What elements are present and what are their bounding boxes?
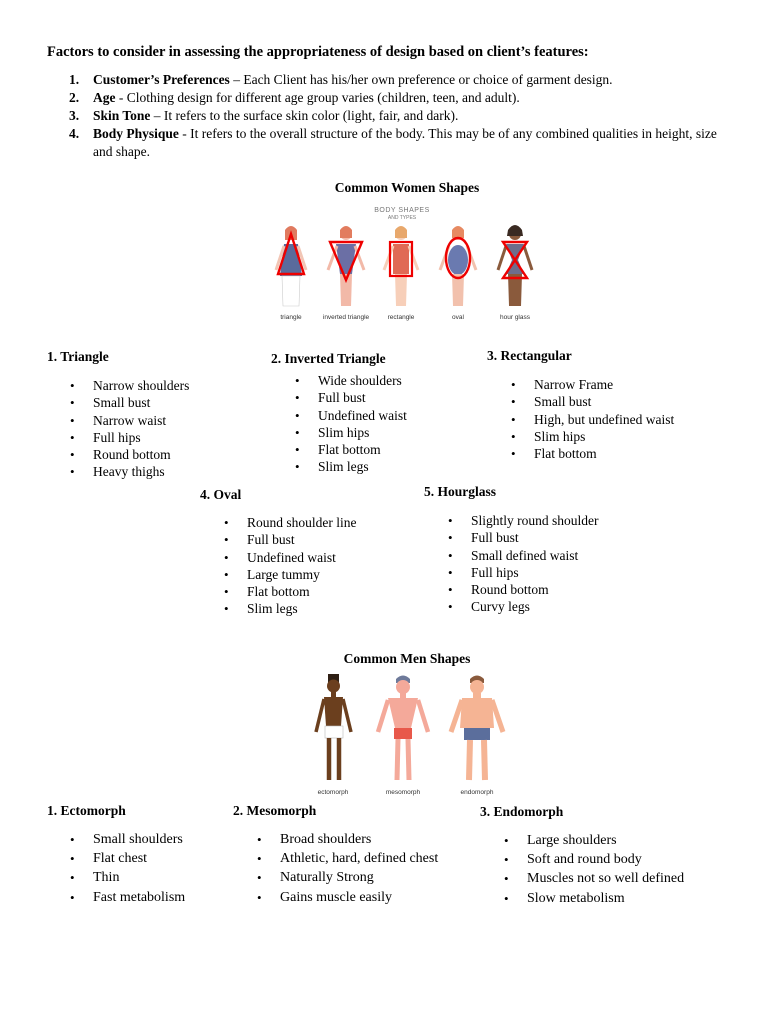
shape-title-triangle: 1. Triangle [47, 349, 109, 364]
list-item: • Heavy thighs [70, 463, 189, 480]
ectomorph-traits-list [70, 830, 185, 907]
woman-triangle-figure [276, 226, 306, 306]
list-item: • Muscles not so well defined [504, 869, 684, 888]
list-item: • Slim legs [295, 458, 407, 475]
factor-item [47, 107, 727, 125]
triangle-traits-list [70, 377, 189, 481]
list-item: • Undefined waist [224, 549, 357, 566]
list-item: • Round bottom [448, 581, 599, 598]
factor-number: 2. [69, 90, 80, 105]
figure-label: inverted triangle [322, 314, 370, 321]
woman-hourglass-figure [498, 225, 532, 306]
list-item: • Slim legs [224, 600, 357, 617]
list-item: • Wide shoulders [295, 372, 407, 389]
figure-label: ectomorph [317, 789, 349, 796]
list-item: • Slow metabolism [504, 889, 684, 908]
man-ectomorph-figure [316, 674, 351, 780]
list-item: • Flat bottom [224, 583, 357, 600]
factor-separator: – [150, 108, 164, 123]
rectangular-traits-list [511, 376, 674, 462]
list-item: • Full bust [224, 531, 357, 548]
list-item: • Slightly round shoulder [448, 512, 599, 529]
factor-separator: – [229, 72, 244, 87]
inverted-triangle-traits-list [295, 372, 407, 476]
list-item: • Full bust [448, 529, 599, 546]
factor-number: 1. [69, 72, 80, 87]
men-body-shapes-illustration [299, 670, 515, 800]
list-item: • Thin [70, 868, 185, 887]
figure-label: triangle [280, 314, 302, 321]
list-item: • Slim hips [511, 428, 674, 445]
list-item: • Small defined waist [448, 547, 599, 564]
list-item: • Flat chest [70, 849, 185, 868]
factors-list [47, 71, 727, 161]
list-item: • Gains muscle easily [257, 888, 438, 907]
factor-separator: - [115, 90, 127, 105]
shape-title-ectomorph: 1. Ectomorph [47, 803, 126, 818]
shape-title-rectangular: 3. Rectangular [487, 348, 572, 363]
shape-title-hourglass: 5. Hourglass [424, 484, 497, 499]
list-item: • Narrow shoulders [70, 377, 189, 394]
figure-label: endomorph [460, 789, 494, 796]
factor-item [47, 89, 727, 107]
list-item: • Small shoulders [70, 830, 185, 849]
factor-number: 4. [69, 126, 80, 141]
factor-term: Body Physique [93, 126, 179, 141]
list-item: • Fast metabolism [70, 888, 185, 907]
list-item: • Flat bottom [295, 441, 407, 458]
factor-description: Clothing design for different age group varies (children, teen, and adult). [126, 90, 520, 105]
list-item: • Curvy legs [448, 598, 599, 615]
list-item: • Small bust [511, 393, 674, 410]
list-item: • Large shoulders [504, 831, 684, 850]
men-shapes-title: Common Men Shapes [343, 651, 471, 666]
woman-inverted-triangle-figure [328, 226, 364, 306]
shape-title-inverted-triangle: 2. Inverted Triangle [271, 351, 386, 366]
man-mesomorph-figure [378, 676, 428, 781]
list-item: • Naturally Strong [257, 868, 438, 887]
endomorph-traits-list [504, 831, 684, 908]
list-item: • Round bottom [70, 446, 189, 463]
list-item: • Full bust [295, 389, 407, 406]
oval-traits-list [224, 514, 357, 618]
shape-title-mesomorph: 2. Mesomorph [233, 803, 317, 818]
mesomorph-traits-list [257, 830, 438, 907]
list-item: • Small bust [70, 394, 189, 411]
shape-title-oval: 4. Oval [200, 487, 242, 502]
hourglass-traits-list [448, 512, 599, 616]
woman-oval-figure [440, 226, 476, 306]
figure-header: BODY SHAPES [374, 207, 430, 214]
list-item: • Large tummy [224, 566, 357, 583]
list-item: • Flat bottom [511, 445, 674, 462]
factor-description: Each Client has his/her own preference or choice of garment design. [243, 72, 613, 87]
factor-term: Skin Tone [93, 108, 151, 123]
factor-description: It refers to the overall structure of the body. This may be of any combined qualities in height, size and shape. [93, 126, 717, 159]
factor-term: Age [93, 90, 116, 105]
figure-label: hour glass [500, 314, 530, 321]
women-shapes-title: Common Women Shapes [334, 180, 480, 195]
list-item: • Undefined waist [295, 407, 407, 424]
factor-separator: - [178, 126, 191, 141]
list-item: • Narrow Frame [511, 376, 674, 393]
list-item: • High, but undefined waist [511, 411, 674, 428]
list-item: • Full hips [70, 429, 189, 446]
list-item: • Broad shoulders [257, 830, 438, 849]
list-item: • Slim hips [295, 424, 407, 441]
figure-label: rectangle [387, 314, 415, 321]
list-item: • Full hips [448, 564, 599, 581]
women-body-shapes-illustration [262, 200, 544, 332]
page-heading: Factors to consider in assessing the appropriateness of design based on client’s features: [47, 44, 589, 60]
figure-label: oval [452, 314, 464, 321]
list-item: • Soft and round body [504, 850, 684, 869]
list-item: • Athletic, hard, defined chest [257, 849, 438, 868]
factor-item [47, 125, 727, 161]
figure-label: mesomorph [385, 789, 421, 796]
factor-item [47, 71, 727, 89]
factor-term: Customer’s Preferences [93, 72, 230, 87]
factor-description: It refers to the surface skin color (light, fair, and dark). [163, 108, 459, 123]
figure-subheader: AND TYPES [387, 215, 417, 221]
list-item: • Narrow waist [70, 412, 189, 429]
factor-number: 3. [69, 108, 80, 123]
shape-title-endomorph: 3. Endomorph [480, 804, 564, 819]
man-endomorph-figure [451, 676, 503, 781]
woman-rectangle-figure [384, 226, 418, 306]
list-item: • Round shoulder line [224, 514, 357, 531]
